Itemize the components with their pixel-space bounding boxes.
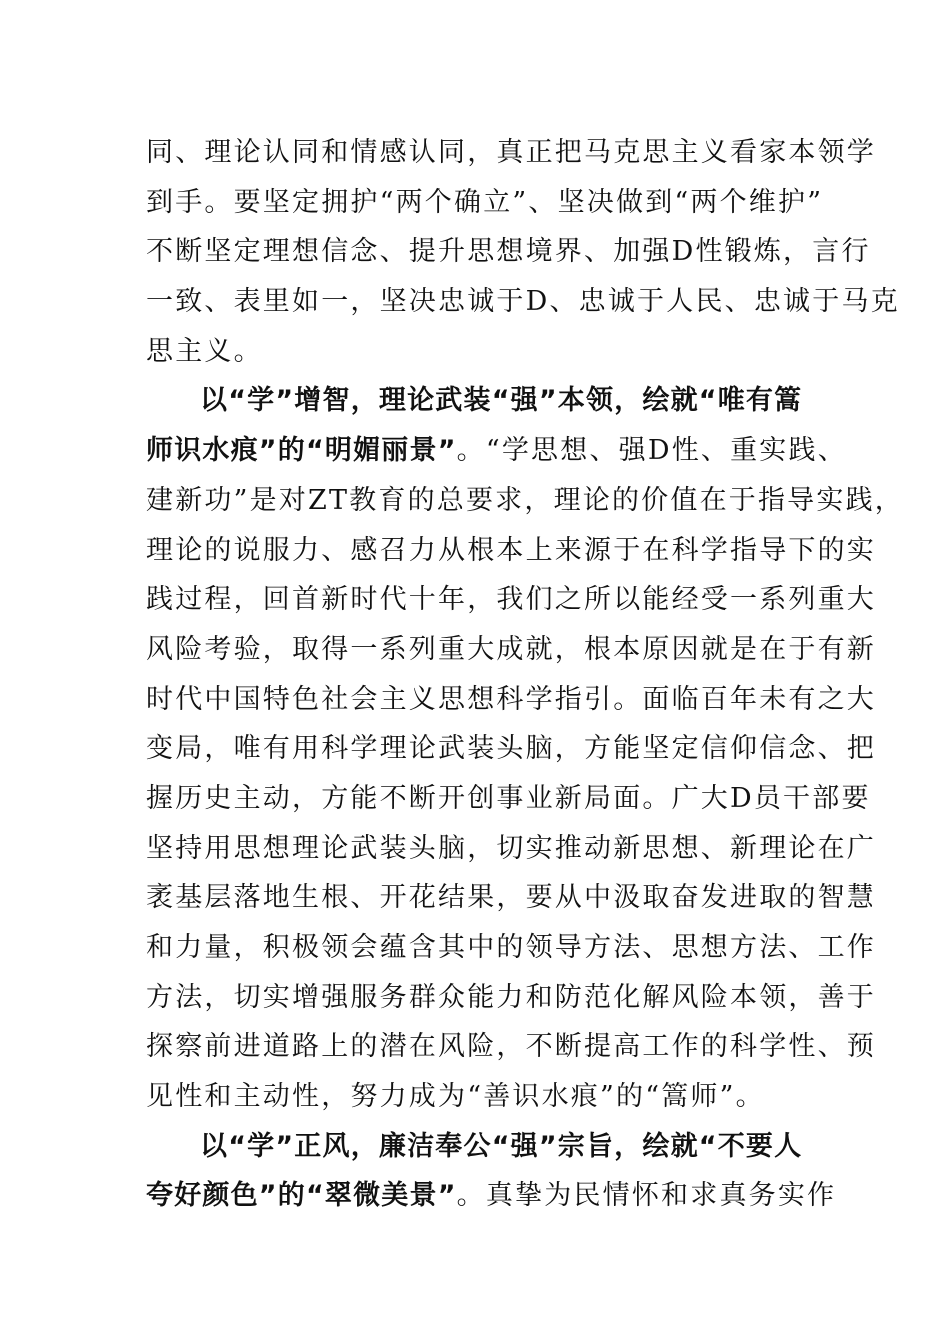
paragraph-line: 坚持用思想理论武装头脑，切实推动新思想、新理论在广: [146, 832, 876, 864]
section-heading-1: 以“学”增智，理论武装“强”本领，绘就“唯有篙: [200, 385, 803, 417]
paragraph-line: 风险考验，取得一系列重大成就，根本原因就是在于有新: [146, 633, 876, 665]
paragraph-line: 方法，切实增强服务群众能力和防范化解风险本领，善于: [146, 981, 876, 1013]
paragraph-line: 到手。要坚定拥护“两个确立”、坚决做到“两个维护”: [146, 186, 824, 218]
section-heading-2-continuation: [146, 1171, 837, 1221]
paragraph-line: 见性和主动性，努力成为“善识水痕”的“篙师”。: [146, 1081, 765, 1113]
section-heading-2-tail: 夸好颜色”的“翠微美景”: [146, 1180, 457, 1212]
paragraph-line: 不断坚定理想信念、提升思想境界、加强D性锻炼，言行: [146, 236, 871, 268]
section-heading-1-tail: 师识水痕”的“明媚丽景”: [146, 435, 457, 467]
section-heading-1-continuation: [146, 426, 847, 476]
paragraph-line: 思主义。: [146, 335, 263, 367]
paragraph-line: 时代中国特色社会主义思想科学指引。面临百年未有之大: [146, 683, 876, 715]
section-2-first-text: 。真挚为民情怀和求真务实作: [456, 1180, 837, 1212]
section-heading-2: 以“学”正风，廉洁奉公“强”宗旨，绘就“不要人: [200, 1130, 803, 1162]
paragraph-line: 探察前进道路上的潜在风险，不断提高工作的科学性、预: [146, 1031, 876, 1063]
document-body: [146, 128, 904, 1221]
paragraph-line: 同、理论认同和情感认同，真正把马克思主义看家本领学: [146, 137, 876, 168]
paragraph-line: 建新功”是对ZT教育的总要求，理论的价值在于指导实践，: [146, 484, 904, 516]
paragraph-line: 和力量，积极领会蕴含其中的领导方法、思想方法、工作: [146, 932, 876, 963]
paragraph-line: 变局，唯有用科学理论武装头脑，方能坚定信仰信念、把: [146, 733, 876, 765]
section-1-first-text: 。“学思想、强D性、重实践、: [456, 435, 847, 467]
paragraph-line: 握历史主动，方能不断开创事业新局面。广大D员干部要: [146, 782, 871, 814]
paragraph-line: 理论的说服力、感召力从根本上来源于在科学指导下的实: [146, 534, 876, 566]
paragraph-line: 袤基层落地生根、开花结果，要从中汲取奋发进取的智慧: [146, 882, 876, 914]
paragraph-line: 一致、表里如一，坚决忠诚于D、忠诚于人民、忠诚于马克: [146, 286, 900, 318]
paragraph-line: 践过程，回首新时代十年，我们之所以能经受一系列重大: [146, 584, 876, 616]
